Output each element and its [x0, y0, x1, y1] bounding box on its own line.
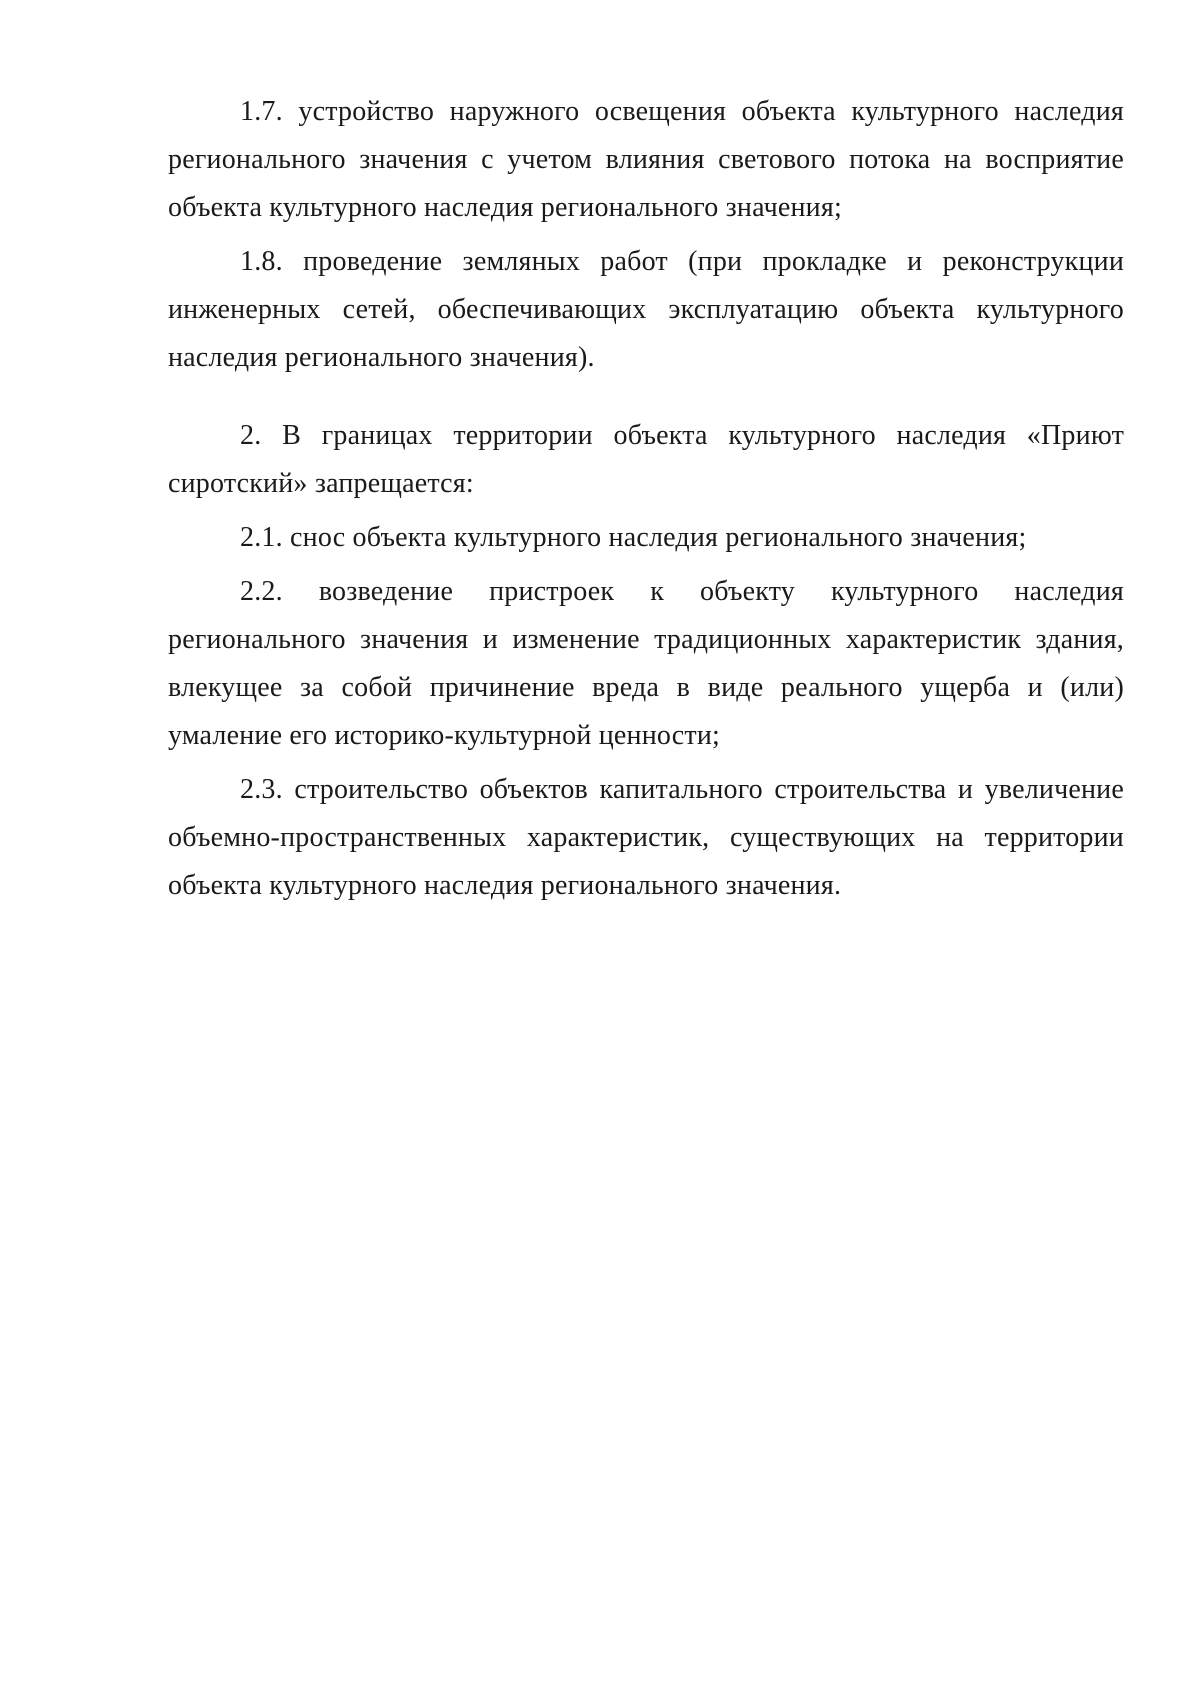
paragraph-2-1 [168, 514, 1124, 562]
paragraph-number: 1.7. [240, 96, 283, 127]
paragraph-number: 2.3. [240, 774, 283, 805]
paragraph-number: 2. [240, 420, 262, 451]
paragraph-1-8 [168, 238, 1124, 382]
paragraph-2 [168, 412, 1124, 508]
paragraph-text: В границах территории объекта культурного наследия «Приют сиротский» запрещается: [168, 420, 1125, 499]
paragraph-1-7 [168, 88, 1124, 232]
paragraph-number: 1.8. [240, 246, 283, 277]
paragraph-number: 2.1. [240, 522, 283, 553]
paragraph-text: снос объекта культурного наследия регионального значения; [290, 522, 1027, 553]
paragraph-text: проведение земляных работ (при прокладке и реконструкции инженерных сетей, обеспечивающих эксплуатацию объекта культурного наследия регионального значения). [168, 246, 1125, 373]
paragraph-text: возведение пристроек к объекту культурного наследия регионального значения и изменение традиционных характеристик здания, влекущее за собой причинение вреда в виде реального ущерба и (или) умаление его историко-культурной ценности; [168, 576, 1124, 751]
paragraph-2-2 [168, 568, 1124, 760]
paragraph-text: строительство объектов капитального строительства и увеличение объемно-пространственных характеристик, существующих на территории объекта культурного наследия регионального значения. [168, 774, 1124, 901]
paragraph-number: 2.2. [240, 576, 283, 607]
paragraph-2-3 [168, 766, 1124, 910]
document-body [168, 88, 1124, 916]
paragraph-text: устройство наружного освещения объекта культурного наследия регионального значения с учетом влияния светового потока на восприятие объекта культурного наследия регионального значения; [168, 96, 1125, 223]
